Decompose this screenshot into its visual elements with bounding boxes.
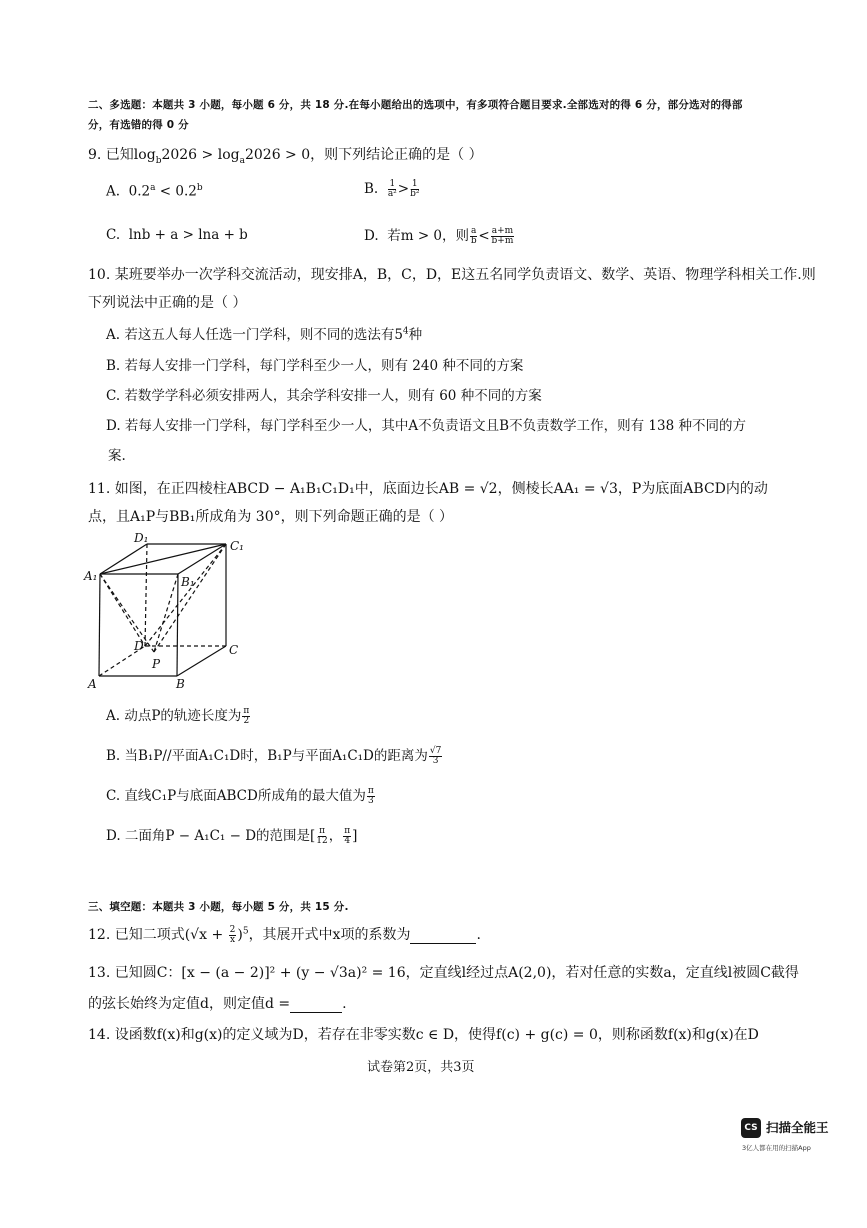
operator: < — [478, 228, 490, 244]
q9-option-d — [364, 224, 515, 246]
operator: > — [397, 181, 410, 197]
q13-stem-line1: 13. 已知圆C：[x − (a − 2)]² + (y − √3a)² = 16，定直线l经过点A(2,0)，若对任意的实数a，定直线l被圆C截得 — [88, 965, 799, 981]
fraction: $\frac{√7}{3}$ — [429, 746, 442, 766]
q12-text: ) — [237, 927, 243, 943]
q12-text: ，其展开式中x项的系数为 — [248, 927, 411, 943]
label-p: P — [152, 657, 161, 671]
exponent: 5 — [242, 926, 249, 937]
page-footer: 试卷第2页，共3页 — [367, 1060, 475, 1075]
option-text: C. 直线C₁P与底面ABCD所成角的最大值为 — [106, 788, 366, 804]
q12-stem — [88, 924, 481, 945]
q13-stem-line2 — [88, 993, 347, 1013]
camscanner-tagline: 3亿人都在用的扫描App — [742, 1144, 811, 1152]
exponent: 4 — [402, 326, 409, 337]
option-label: A. — [106, 183, 121, 200]
label-c: C — [229, 643, 239, 657]
diag-a1c1 — [100, 544, 226, 574]
bracket: ] — [352, 828, 358, 844]
option-text: < 0.2 — [155, 183, 197, 200]
q9-stem — [88, 144, 483, 166]
section3-heading: 三、填空题：本题共 3 小题，每小题 5 分，共 15 分. — [88, 901, 349, 913]
q11-option-d — [106, 824, 357, 846]
q9-stem-text: 9. 已知log — [88, 147, 156, 163]
q13-text: . — [342, 996, 347, 1012]
option-text: lnb + a > lna + b — [128, 227, 248, 243]
q9-stem-end: 2026 > 0，则下列结论正确的是（ ） — [244, 147, 483, 163]
answer-blank — [290, 996, 342, 1013]
q10-stem-line2: 下列说法中正确的是（ ） — [88, 295, 247, 311]
label-a1: A₁ — [84, 569, 98, 583]
prism-figure — [80, 528, 255, 694]
label-d: D — [134, 639, 144, 653]
q10-stem-line1: 10. 某班要举办一次学科交流活动，现安排A，B，C，D，E这五名同学负责语文、数学、英语、物理学科相关工作.则 — [88, 267, 816, 283]
label-b: B — [176, 677, 185, 691]
q14-stem-line1: 14. 设函数f(x)和g(x)的定义域为D，若存在非零实数c ∈ D，使得f(c) + g(c) = 0，则称函数f(x)和g(x)在D — [88, 1027, 759, 1043]
seg-b1p — [154, 574, 178, 652]
q9-option-c — [106, 227, 248, 243]
diag-a1d — [100, 574, 145, 646]
fraction: $\frac{\pi}{2}$ — [243, 706, 250, 726]
separator: ， — [328, 828, 343, 844]
fraction: $\frac{a+m}{b+m}$ — [491, 226, 514, 246]
option-text: D. 二面角P − A₁C₁ − D的范围是[ — [106, 828, 316, 844]
q10-option-d-line1: D. 若每人安排一门学科，每门学科至少一人，其中A不负责语文且B不负责数学工作，则有 138 种不同的方 — [106, 418, 746, 434]
q9-option-a — [106, 183, 203, 200]
fraction: $\frac{1}{\text{b²}}$ — [410, 179, 420, 199]
exponent: a — [150, 183, 156, 193]
q11-option-b — [106, 744, 443, 766]
section2-heading-line1: 二、多选题：本题共 3 小题，每小题 6 分，共 18 分.在每小题给出的选项中，有多项符合题目要求.全部选对的得 6 分，部分选对的得部 — [88, 99, 743, 111]
q12-text: . — [476, 927, 481, 943]
q9-stem-mid: 2026 > log — [161, 147, 240, 163]
option-text: B. 当B₁P//平面A₁C₁D时，B₁P与平面A₁C₁D的距离为 — [106, 748, 428, 764]
q9-option-b — [364, 180, 420, 199]
option-text: A. 动点P的轨迹长度为 — [106, 708, 242, 724]
label-b1: B₁ — [181, 575, 195, 589]
option-label: D. — [364, 228, 379, 244]
q9-base-b: b — [155, 155, 162, 166]
edge-bc — [177, 646, 226, 676]
fraction: $\frac{1}{\text{a²}}$ — [387, 179, 397, 199]
fraction: $\frac{a}{b}$ — [470, 226, 477, 246]
option-label: C. — [106, 227, 121, 243]
q10-option-a — [106, 323, 422, 343]
edge-a1d1 — [100, 544, 147, 574]
edge-dd1 — [145, 544, 147, 646]
q11-option-a — [106, 704, 251, 726]
answer-blank — [410, 927, 476, 944]
fraction: $\frac{\pi}{12}$ — [316, 826, 328, 846]
label-d1: D₁ — [134, 531, 149, 545]
seg-c1p — [154, 544, 226, 652]
seg-a1p — [100, 574, 154, 652]
edge-bb1 — [177, 574, 178, 676]
exponent: b — [196, 183, 203, 193]
q10-option-c: C. 若数学学科必须安排两人，其余学科安排一人，则有 60 种不同的方案 — [106, 388, 542, 404]
fraction: $\frac{2}{x}$ — [229, 924, 236, 945]
q10-option-d-line2: 案. — [108, 448, 126, 464]
q10-option-b: B. 若每人安排一门学科，每门学科至少一人，则有 240 种不同的方案 — [106, 358, 524, 374]
edge-b1c1 — [178, 544, 226, 574]
q11-stem-line1: 11. 如图，在正四棱柱ABCD − A₁B₁C₁D₁中，底面边长AB = √2，侧棱长AA₁ = √3，P为底面ABCD内的动 — [88, 481, 768, 497]
q13-text: 的弦长始终为定值d，则定值d = — [88, 996, 291, 1012]
label-a: A — [88, 677, 97, 691]
q11-stem-line2: 点，且A₁P与BB₁所成角为 30°，则下列命题正确的是（ ） — [88, 509, 454, 525]
option-text: 0.2 — [128, 183, 151, 200]
section2-heading-line2: 分，有选错的得 0 分 — [88, 119, 189, 131]
fraction: $\frac{\pi}{3}$ — [367, 786, 374, 806]
fraction: $\frac{\pi}{4}$ — [344, 826, 351, 846]
q9-base-a: a — [239, 155, 245, 166]
camscanner-logo: CS — [741, 1118, 761, 1138]
option-text: 若m > 0，则 — [387, 228, 470, 244]
label-c1: C₁ — [230, 539, 244, 553]
option-label: B. — [364, 181, 379, 197]
diag-c1d — [145, 544, 226, 646]
camscanner-name: 扫描全能王 — [766, 1120, 829, 1135]
edge-aa1 — [99, 574, 100, 676]
q11-option-c — [106, 784, 376, 806]
option-text: 种 — [408, 327, 423, 343]
option-text: A. 若这五人每人任选一门学科，则不同的选法有5 — [106, 327, 403, 343]
q12-text: 12. 已知二项式(√x + — [88, 927, 228, 943]
